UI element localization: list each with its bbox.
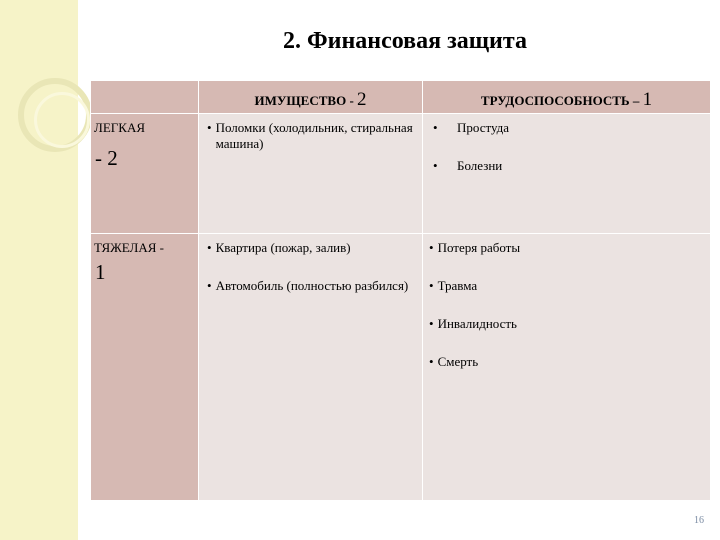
cell-property-heavy	[199, 234, 423, 501]
row-label: ТЯЖЕЛАЯ -	[94, 240, 164, 255]
list-item: • Квартира (пожар, залив)	[207, 240, 351, 255]
header-property-sep: -	[349, 93, 354, 108]
cell-work-light	[423, 114, 711, 234]
table-row	[91, 114, 711, 234]
protection-table	[90, 80, 711, 501]
header-work-label: ТРУДОСПОСОБНОСТЬ	[480, 93, 630, 108]
corner-cell	[91, 81, 199, 114]
bullet-icon: •	[207, 278, 212, 293]
slide-title: 2. Финансовая защита	[283, 28, 527, 54]
header-property	[199, 81, 423, 114]
bullet-icon: •	[207, 240, 212, 255]
list-item: • Смерть	[429, 354, 479, 369]
list-item: • Автомобиль (полностью разбился)	[207, 278, 409, 293]
cell-work-heavy	[423, 234, 711, 501]
bullet-icon: •	[433, 120, 438, 135]
header-property-label: ИМУЩЕСТВО	[254, 93, 347, 108]
list-item: • Инвалидность	[429, 316, 517, 331]
cell-property-light	[199, 114, 423, 234]
bullet-icon: •	[429, 354, 434, 369]
row-header-heavy	[91, 234, 199, 501]
list-item: • Травма	[429, 278, 478, 293]
header-work-sep: –	[632, 93, 640, 108]
decorative-circle	[34, 92, 90, 148]
header-property-num: 2	[357, 89, 367, 110]
list-item: • Простуда	[433, 120, 510, 135]
header-work	[423, 81, 711, 114]
row-number: 1	[95, 260, 106, 284]
table-header-row	[91, 81, 711, 114]
bullet-icon: •	[429, 316, 434, 331]
list-item: • Потеря работы	[429, 240, 521, 255]
row-number: - 2	[95, 146, 118, 170]
row-header-light	[91, 114, 199, 234]
row-label: ЛЕГКАЯ	[94, 120, 146, 135]
bullet-icon: •	[429, 278, 434, 293]
bullet-icon: •	[433, 158, 438, 173]
page-number: 16	[694, 515, 704, 526]
table-row	[91, 234, 711, 501]
list-item: • Болезни	[433, 158, 503, 173]
bullet-icon: •	[429, 240, 434, 255]
bullet-icon: •	[207, 120, 212, 135]
list-item: • Поломки (холодильник, стиральная машина)	[207, 120, 413, 151]
header-work-num: 1	[642, 89, 653, 110]
